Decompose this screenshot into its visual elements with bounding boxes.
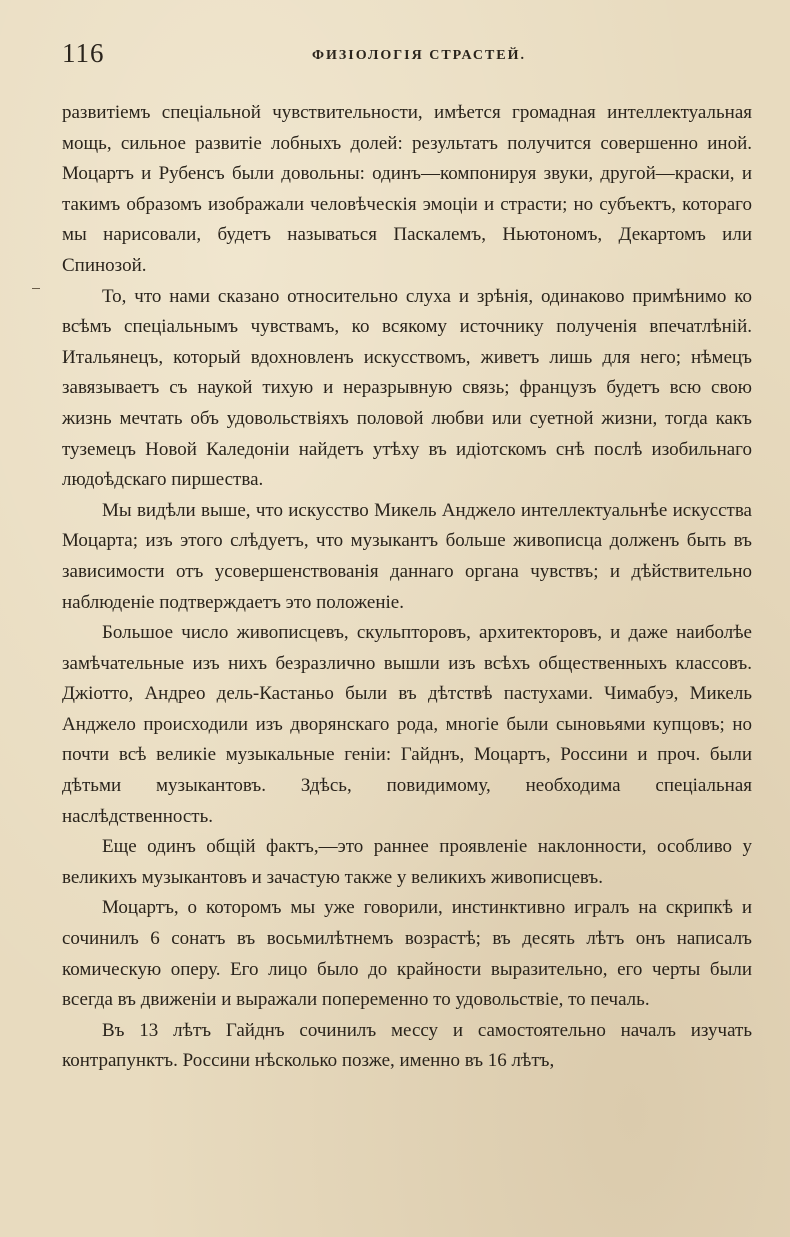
running-title: ФИЗІОЛОГІЯ СТРАСТЕЙ.: [312, 48, 527, 63]
paragraph: Мы видѣли выше, что искусство Микель Анджело интеллектуальнѣе искусства Моцарта; изъ этого слѣдуетъ, что музыкантъ больше живописца долженъ быть въ зависимости отъ усовершенствованія даннаго органа чувствъ; и дѣйствительно наблюденіе подтверждаетъ это положеніе.: [62, 499, 752, 613]
paragraph: То, что нами сказано относительно слуха и зрѣнія, одинаково примѣнимо ко всѣмъ спеціальнымъ чувствамъ, ко всякому источнику полученія впечатлѣній. Итальянецъ, который вдохновленъ искусствомъ, живетъ лишь для него; нѣмецъ завязываетъ съ наукой тихую и неразрывную связь; французъ будетъ всю свою жизнь мечтать объ удовольствіяхъ половой любви или суетной жизни, тогда какъ туземецъ Новой Каледоніи найдетъ утѣху въ идіотскомъ снѣ послѣ изобильнаго людоѣдскаго пиршества.: [62, 285, 752, 491]
paragraph: Большое число живописцевъ, скульпторовъ, архитекторовъ, и даже наиболѣе замѣчательные изъ нихъ безразлично вышли изъ всѣхъ общественныхъ классовъ. Джіотто, Андрео дель-Кастаньо были въ дѣтствѣ пастухами. Чимабуэ, Микель Анджело происходили изъ дворянскаго рода, многіе были сыновьями купцовъ; но почти всѣ великіе музыкальные геніи: Гайднъ, Моцартъ, Россини и проч. были дѣтьми музыкантовъ. Здѣсь, повидимому, необходима спеціальная наслѣдственность.: [62, 622, 752, 827]
page-header: [62, 38, 750, 78]
body-text: [62, 98, 752, 1077]
paragraph-continuation: развитіемъ спеціальной чувствительности, имѣется громадная интеллектуальная мощь, сильное развитіе лобныхъ долей: результатъ получится совершенно иной. Моцартъ и Рубенсъ были довольны: одинъ—компонируя звуки, другой—краски, и такимъ образомъ изображали человѣческія эмоціи и страсти; но субъектъ, котораго мы нарисовали, будетъ называться Паскалемъ, Ньютономъ, Декартомъ или Спинозой.: [62, 102, 752, 276]
paragraph: Въ 13 лѣтъ Гайднъ сочинилъ мессу и самостоятельно началъ изучать контрапунктъ. Россини нѣсколько позже, именно въ 16 лѣтъ,: [62, 1019, 752, 1072]
paragraph: Еще одинъ общій фактъ,—это раннее проявленіе наклонности, особливо у великихъ музыкантовъ и зачастую также у великихъ живописцевъ.: [62, 836, 752, 888]
paragraph: Моцартъ, о которомъ мы уже говорили, инстинктивно игралъ на скрипкѣ и сочинилъ 6 сонатъ въ восьмилѣтнемъ возрастѣ; въ десять лѣтъ онъ написалъ комическую оперу. Его лицо было до крайности выразительно, его черты были всегда въ движеніи и выражали попеременно то удовольствіе, то печаль.: [62, 897, 752, 1011]
margin-mark: [32, 288, 40, 289]
page-number: 116: [62, 38, 105, 68]
